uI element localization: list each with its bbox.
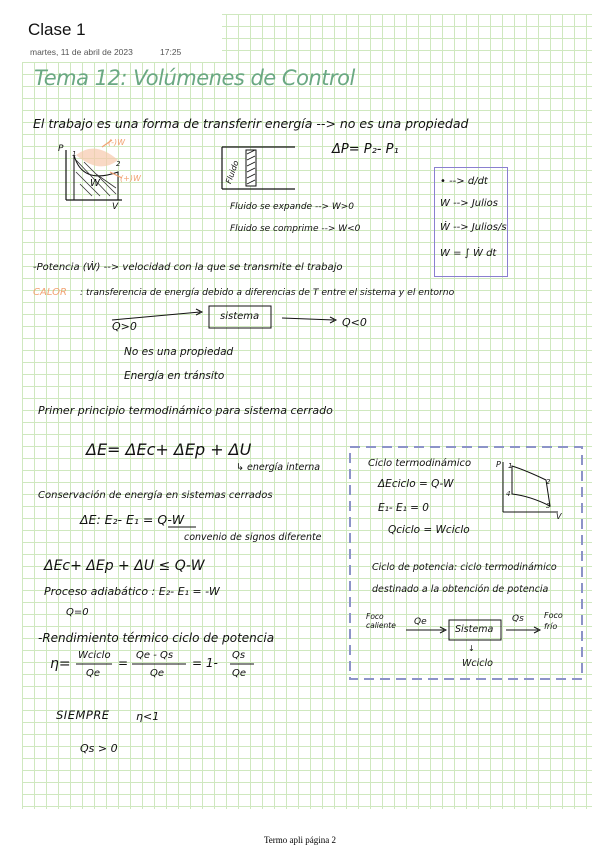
qs-label: Qs [512,614,524,624]
foco-caliente: Foco caliente [366,612,396,630]
page-title: Clase 1 [28,20,86,39]
pv-w-right: (+)W [120,174,141,183]
compress-line: Fluido se comprime --> W<0 [230,224,361,234]
q-in: Q>0 [112,320,137,333]
ciclo-potencia-2: destinado a la obtención de potencia [372,584,549,595]
frac3-den: Qe [232,668,247,679]
primer-principio: Primer principio termodinámico para sistema cerrado [38,404,333,417]
units-line-4: W = ∫ Ẇ dt [440,248,497,259]
rendimiento: -Rendimiento térmico ciclo de potencia [38,631,275,645]
ciclo-eq2: E₁- E₁ = 0 [378,502,429,514]
w-down-arrow: ↓ [468,644,475,653]
mini-pt-3: 3 [546,502,551,510]
no-propiedad: No es una propiedad [124,346,234,358]
pv-point-2: 2 [116,160,121,168]
page-time: 17:25 [160,47,182,57]
pv-diagram [66,140,122,200]
sistema2-label: Sistema [455,624,494,635]
pv-w-top: (-)W [108,138,126,147]
page-footer: Termo apli página 2 [263,835,337,845]
eq-delta-e: ΔE= ΔEᴄ+ ΔEp + ΔU [86,440,252,459]
calor-text: : transferencia de energía debido a diferencias de T entre el sistema y el entorno [80,287,455,298]
siempre: SIEMPRE [56,708,110,722]
conservacion: Conservación de energía en sistemas cerrados [38,490,273,501]
pv-w-area: W [90,178,100,189]
pv-p-axis: P [58,144,64,154]
frac1-num: Wciclo [78,650,111,661]
mini-pt-1: 1 [508,462,513,470]
notes-heading: Tema 12: Volúmenes de Control [34,66,355,90]
potencia-line: -Potencia (Ẇ) --> velocidad con la que se transmite el trabajo [33,262,343,273]
trabajo-line: El trabajo es una forma de transferir energía --> no es una propiedad [33,116,469,131]
sistema-box-label: sistema [220,311,260,322]
piston-label: Fluido [224,159,241,186]
pv-point-1: 1 [72,150,77,158]
units-line-1: • --> d/dt [440,176,488,187]
energia-interna: ↳ energía interna [236,462,321,473]
frac2-den: Qe [150,668,165,679]
foco-frio: Foco frío [544,611,563,631]
units-line-3: Ẇ --> Julios/s [440,222,507,233]
one-minus: = 1- [192,656,218,670]
frac2-num: Qe - Qs [136,650,174,661]
ciclo-eq3: Qciclo = Wciclo [388,524,470,536]
q-out: Q<0 [342,316,367,329]
eq-conservacion: ΔE: E₂- E₁ = Q-W [80,512,185,527]
ciclo-title: Ciclo termodinámico [368,458,472,469]
qe-label: Qe [414,617,427,627]
convenio-signos: convenio de signos diferente [184,532,322,543]
units-line-2: W --> Julios [440,198,499,209]
ciclo-potencia-1: Ciclo de potencia: ciclo termodinámico [372,562,557,573]
qs-gt-0: Qs > 0 [80,742,118,755]
eta-lt-1: η<1 [136,710,160,723]
delta-p: ΔP= P₂- P₁ [332,142,399,157]
q-cero: Q=0 [66,607,89,618]
mini-pt-4: 4 [506,490,511,498]
pv-v-axis: V [112,202,119,212]
expand-line: Fluido se expande --> W>0 [230,202,355,212]
wciclo-label: Wciclo [462,658,493,669]
calor-label: CALOR [33,287,67,298]
frac3-num: Qs [232,650,246,661]
mini-pt-2: 2 [546,478,551,486]
ciclo-eq1: ΔEciclo = Q-W [378,478,454,490]
eq-energias: ΔEᴄ+ ΔEp + ΔU ≤ Q-W [44,558,205,574]
mini-v-axis: V [556,512,562,521]
frac1-den: Qe [86,668,101,679]
frac1-eq: = [118,656,129,670]
page-date: martes, 11 de abril de 2023 [30,47,133,57]
adiabatico: Proceso adiabático : E₂- E₁ = -W [44,585,220,598]
en-transito: Energía en tránsito [124,370,225,382]
eta-eq: η= [50,656,71,672]
mini-p-axis: P [496,460,501,469]
